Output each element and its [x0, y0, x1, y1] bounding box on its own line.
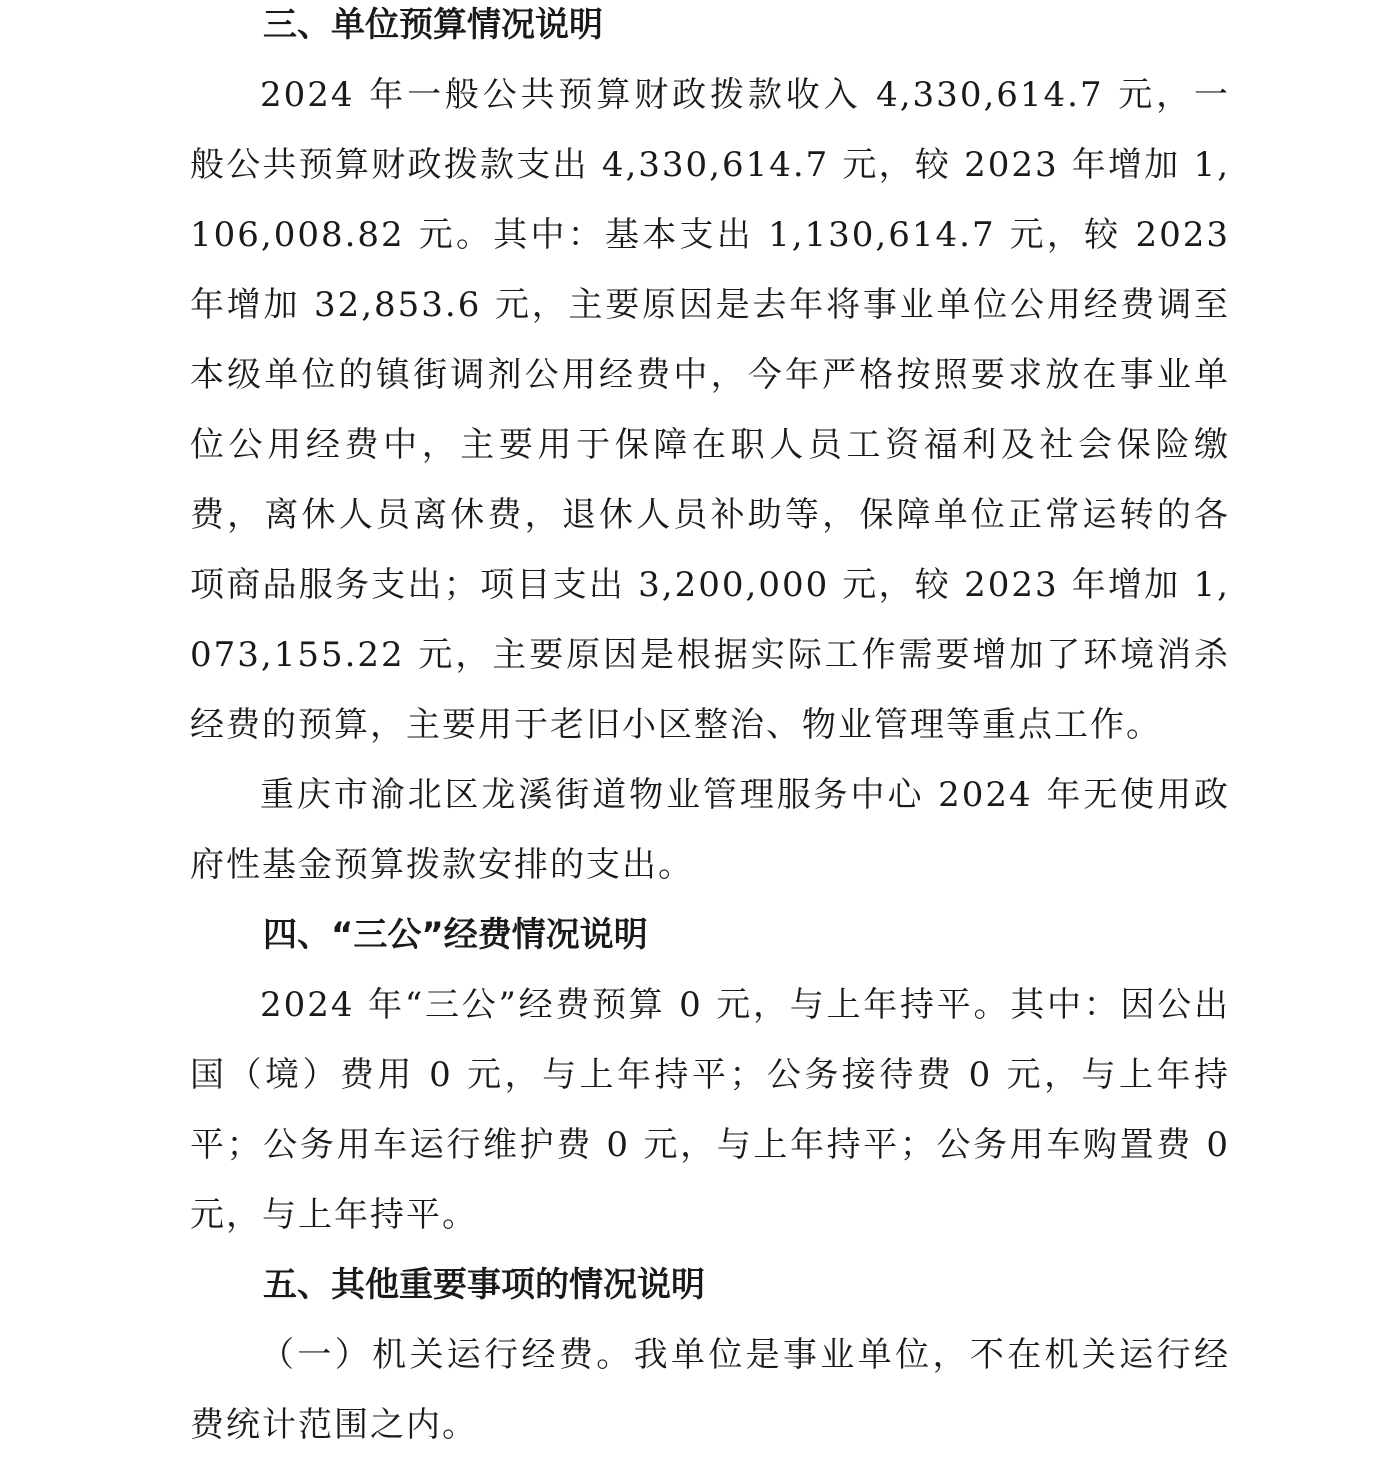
section-heading-three-public-expenses: 四、“三公”经费情况说明 [263, 915, 648, 955]
paragraph-operating-expenses: （一）机关运行经费。我单位是事业单位，不在机关运行经费统计范围之内。 [190, 1335, 1230, 1445]
paragraph-budget-summary: 2024 年一般公共预算财政拨款收入 4,330,614.7 元，一般公共预算财政拨款支出 4,330,614.7 元，较 2023 年增加 1,106,008.82 元。其中：基本支出 1,130,614.7 元，较 2023 年增加 32,853.6 元，主要原因是去年将事业单位公用经费调至本级单位的镇街调剂公用经费中，今年严格按照要求放在事业单位公用经费中，主要用于保障在职人员工资福利及社会保险缴费，离休人员离休费，退休人员补助等，保障单位正常运转的各项商品服务支出；项目支出 3,200,000 元，较 2023 年增加 1,073,155.22 元，主要原因是根据实际工作需要增加了环境消杀经费的预算，主要用于老旧小区整治、物业管理等重点工作。 [190, 75, 1230, 745]
section-heading-unit-budget: 三、单位预算情况说明 [263, 5, 603, 45]
document-body [190, 0, 1230, 1460]
paragraph-three-public-expenses: 2024 年“三公”经费预算 0 元，与上年持平。其中：因公出国（境）费用 0 元，与上年持平；公务接待费 0 元，与上年持平；公务用车运行维护费 0 元，与上年持平；公务用车购置费 0 元，与上年持平。 [190, 985, 1230, 1235]
section-heading-other-matters: 五、其他重要事项的情况说明 [263, 1265, 705, 1305]
paragraph-government-fund: 重庆市渝北区龙溪街道物业管理服务中心 2024 年无使用政府性基金预算拨款安排的支出。 [190, 775, 1230, 885]
